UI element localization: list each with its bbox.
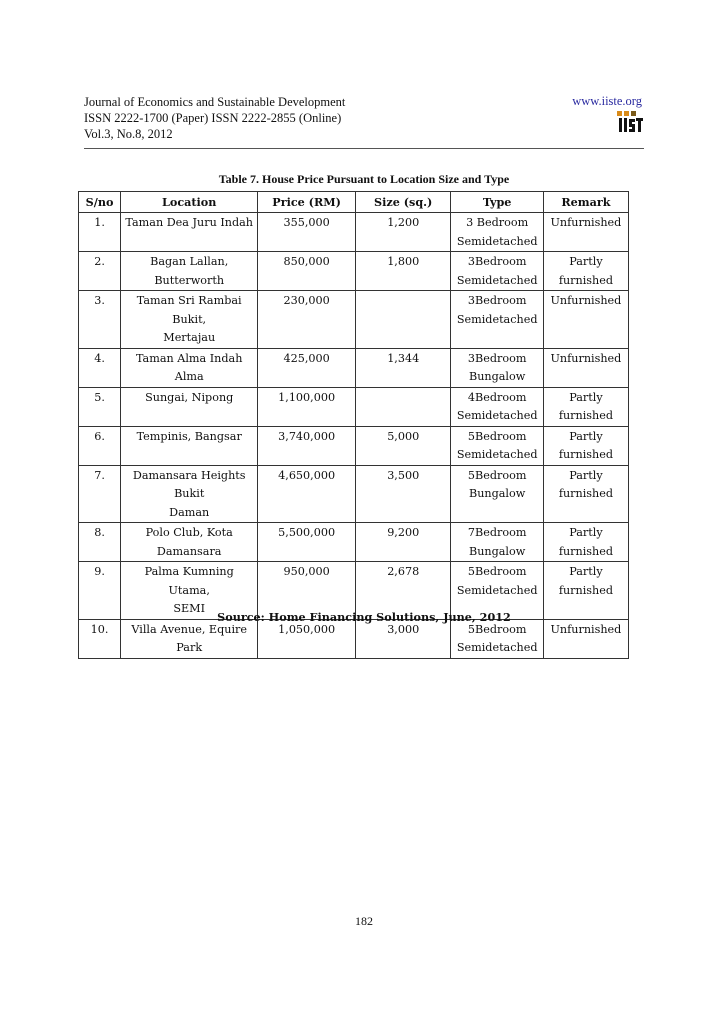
table-header-row	[79, 192, 629, 213]
cell-remark-line: furnished	[558, 487, 614, 500]
table-row	[79, 523, 629, 562]
cell-sno: 10.	[79, 619, 121, 658]
cell-remark-line: Partly	[569, 429, 603, 443]
cell-location	[121, 426, 258, 465]
cell-remark-line: Partly	[569, 390, 603, 404]
column-header-type: Type	[451, 192, 543, 213]
cell-price: 1,100,000	[258, 387, 356, 426]
cell-size: 1,344	[355, 348, 451, 387]
cell-type-line: Semidetached	[456, 409, 538, 422]
table-row	[79, 213, 629, 252]
cell-type-line: 5Bedroom	[467, 429, 527, 443]
table-row	[79, 465, 629, 523]
cell-price: 230,000	[258, 291, 356, 349]
running-header	[84, 94, 644, 142]
cell-price: 3,740,000	[258, 426, 356, 465]
cell-location	[121, 213, 258, 252]
table-row	[79, 387, 629, 426]
cell-location-line: Butterworth	[154, 273, 225, 287]
cell-location-line: Palma Kumning Utama,	[144, 565, 234, 597]
cell-type	[451, 252, 543, 291]
cell-location-line: Damansara	[156, 544, 222, 558]
cell-location	[121, 465, 258, 523]
cell-location-line: Taman Sri Rambai Bukit,	[136, 294, 242, 326]
cell-location-line: Mertajau	[163, 331, 216, 344]
cell-remark-line: Unfurnished	[550, 294, 622, 307]
cell-location-line: Damansara Heights Bukit	[132, 468, 246, 500]
cell-remark-line: Partly	[569, 255, 603, 268]
cell-sno: 1.	[79, 213, 121, 252]
cell-remark-line: Unfurnished	[550, 216, 622, 229]
cell-remark	[543, 523, 628, 562]
cell-location	[121, 523, 258, 562]
iiste-logo-icon	[616, 110, 644, 134]
cell-remark-line: furnished	[558, 273, 614, 287]
cell-location	[121, 252, 258, 291]
cell-location-line: Bagan Lallan,	[150, 255, 229, 268]
cell-remark-line: Partly	[569, 468, 603, 482]
cell-price: 850,000	[258, 252, 356, 291]
issn-line: ISSN 2222-1700 (Paper) ISSN 2222-2855 (Online)	[84, 111, 342, 125]
cell-type-line: 3Bedroom	[467, 351, 527, 365]
cell-type-line: 5Bedroom	[467, 468, 527, 482]
cell-sno: 9.	[79, 562, 121, 620]
cell-remark	[543, 619, 628, 658]
journal-title: Journal of Economics and Sustainable Development	[84, 95, 346, 109]
cell-location-line: Sungai, Nipong	[145, 390, 234, 404]
column-header-sno: S/no	[79, 192, 121, 213]
cell-size: 2,678	[355, 562, 451, 620]
cell-type-line: 7Bedroom	[467, 526, 527, 539]
cell-type	[451, 426, 543, 465]
table-caption: Table 7. House Price Pursuant to Location Size and Type	[218, 172, 510, 186]
cell-price: 5,500,000	[258, 523, 356, 562]
cell-remark-line: Partly	[569, 526, 603, 539]
house-price-table	[78, 191, 629, 659]
cell-remark-line: furnished	[558, 448, 614, 461]
cell-sno: 4.	[79, 348, 121, 387]
table-row	[79, 348, 629, 387]
cell-size: 5,000	[355, 426, 451, 465]
cell-remark	[543, 348, 628, 387]
cell-remark-line: furnished	[558, 583, 614, 597]
cell-type	[451, 291, 543, 349]
cell-size: 1,800	[355, 252, 451, 291]
column-header-remark: Remark	[543, 192, 628, 213]
cell-type-line: Semidetached	[456, 234, 538, 248]
cell-type	[451, 619, 543, 658]
cell-type-line: Semidetached	[456, 448, 538, 461]
table-row	[79, 619, 629, 658]
cell-type	[451, 387, 543, 426]
cell-type	[451, 465, 543, 523]
cell-type-line: Semidetached	[456, 273, 538, 287]
cell-sno: 7.	[79, 465, 121, 523]
cell-location	[121, 291, 258, 349]
cell-price: 1,050,000	[258, 619, 356, 658]
cell-size: 3,500	[355, 465, 451, 523]
table-source: Source: Home Financing Solutions, June, 2012	[217, 610, 511, 624]
cell-type-line: 5Bedroom	[467, 565, 527, 578]
cell-type-line: 5Bedroom	[467, 622, 527, 636]
volume-line: Vol.3, No.8, 2012	[84, 127, 173, 141]
cell-remark-line: furnished	[558, 544, 614, 558]
cell-location	[121, 387, 258, 426]
table-row	[79, 291, 629, 349]
cell-sno: 3.	[79, 291, 121, 349]
cell-remark	[543, 426, 628, 465]
cell-size: 3,000	[355, 619, 451, 658]
cell-size	[355, 387, 451, 426]
cell-location-line: Villa Avenue, Equire Park	[131, 622, 248, 654]
cell-type-line: 3 Bedroom	[466, 216, 529, 229]
cell-location-line: Taman Dea Juru Indah	[125, 216, 253, 229]
cell-type-line: 3Bedroom	[467, 255, 527, 268]
cell-type-line: Semidetached	[456, 641, 538, 654]
cell-price: 4,650,000	[258, 465, 356, 523]
cell-location-line: Daman	[169, 505, 210, 519]
cell-price: 950,000	[258, 562, 356, 620]
cell-remark	[543, 465, 628, 523]
cell-remark	[543, 387, 628, 426]
cell-location	[121, 348, 258, 387]
cell-location-line: Polo Club, Kota	[145, 526, 233, 539]
cell-type	[451, 523, 543, 562]
cell-type-line: Bungalow	[468, 487, 526, 500]
cell-type-line: Bungalow	[468, 544, 526, 558]
cell-location-line: SEMI	[173, 602, 206, 615]
cell-type-line: 3Bedroom	[467, 294, 527, 307]
cell-size: 1,200	[355, 213, 451, 252]
cell-remark-line: Unfurnished	[550, 351, 622, 365]
website-link[interactable]: www.iiste.org	[572, 94, 642, 108]
cell-location	[121, 619, 258, 658]
column-header-price: Price (RM)	[258, 192, 356, 213]
cell-location-line: Tempinis, Bangsar	[136, 429, 242, 443]
cell-remark	[543, 213, 628, 252]
cell-sno: 5.	[79, 387, 121, 426]
cell-type-line: 4Bedroom	[467, 390, 527, 404]
cell-type-line: Semidetached	[456, 583, 538, 597]
cell-sno: 6.	[79, 426, 121, 465]
column-header-size: Size (sq.)	[355, 192, 451, 213]
cell-sno: 8.	[79, 523, 121, 562]
header-divider	[84, 148, 644, 149]
cell-sno: 2.	[79, 252, 121, 291]
cell-type	[451, 213, 543, 252]
cell-remark	[543, 291, 628, 349]
cell-type	[451, 348, 543, 387]
cell-location-line: Taman Alma Indah Alma	[135, 351, 243, 383]
cell-remark	[543, 252, 628, 291]
cell-remark-line: Partly	[569, 565, 603, 578]
cell-size: 9,200	[355, 523, 451, 562]
table-row	[79, 252, 629, 291]
cell-remark-line: furnished	[558, 409, 614, 422]
cell-type-line: Bungalow	[468, 370, 526, 383]
table-body	[79, 213, 629, 659]
table-row	[79, 426, 629, 465]
page-number: 182	[355, 914, 373, 928]
cell-remark-line: Unfurnished	[550, 622, 622, 636]
cell-type-line: Semidetached	[456, 312, 538, 326]
cell-price: 355,000	[258, 213, 356, 252]
column-header-location: Location	[121, 192, 258, 213]
cell-size	[355, 291, 451, 349]
cell-price: 425,000	[258, 348, 356, 387]
